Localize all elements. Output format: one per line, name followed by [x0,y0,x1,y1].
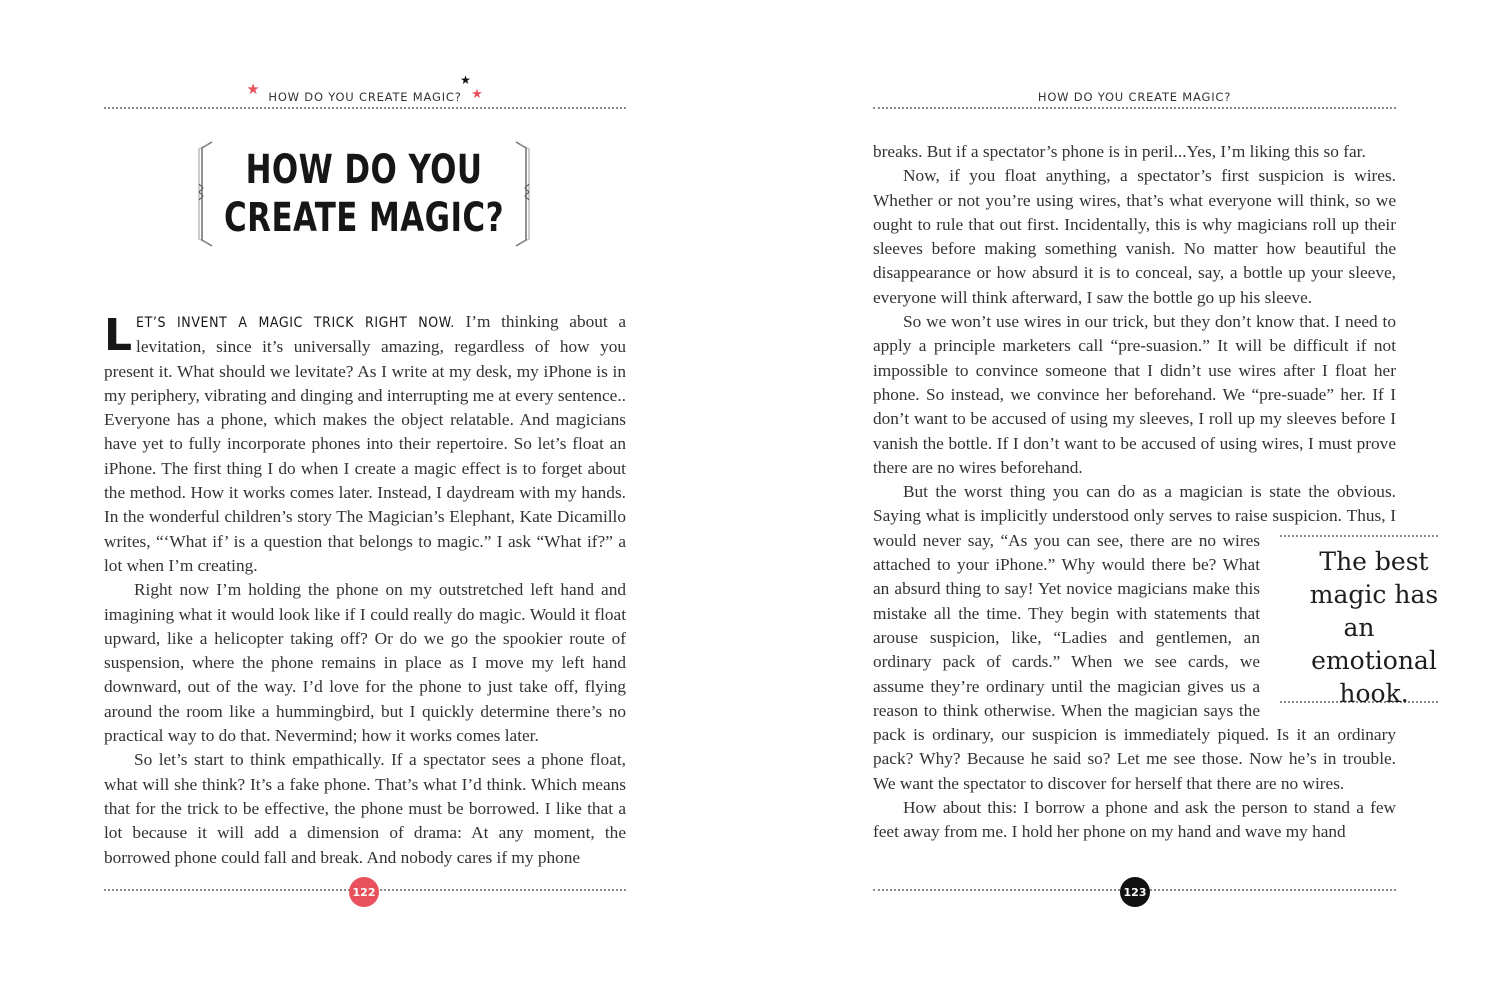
paragraph [873,480,1439,796]
paragraph: So let’s start to think empathically. If a spectator sees a phone float, what will she think? It’s a fake phone. That’s what I’d think. Which means that for the trick to be effective, the phone must be borrowed. I like that a lot because it will add a dimension of drama: At any moment, the borrowed phone could fall and break. And nobody cares if my phone [104,750,626,867]
running-head-text: HOW DO YOU CREATE MAGIC? [1037,90,1232,104]
pull-quote-line: emotional [1311,645,1437,675]
paragraph: breaks. But if a spectator’s phone is in peril...Yes, I’m liking this so far. [873,142,1366,161]
pull-quote [1280,535,1439,708]
left-page [104,0,626,1000]
right-bracket-ornament [512,140,532,248]
chapter-title-line: CREATE MAGIC? [224,195,504,241]
paragraph-text: Thus, I would never say, “As you can see, there are no wires attached to your iPhone.” Why would there be? What an absurd thing to say! Yet novice magicians make this mistake all the time. They begin with statements that arouse suspicion, like, “Ladies and gentlemen, an ordinary pack of cards.” When we see cards, we assume they’re ordinary until the magician gives us a reason to think otherwise. When the magician says the pack is ordinary, our suspicion is immediately piqued. Is it an ordinary pack? Why? Because he said so? Let me see those. Now he’s in trouble. We want the spectator to discover for herself that there are no wires. [873,506,1396,793]
left-body-text [104,310,626,870]
paragraph-text: I’m thinking about a levitation, since it’s universally amazing, regardless of how you present it. What should we levitate? As I write at my desk, my iPhone is in my periphery, vibrating and dinging and interrupting me at every sentence.. Everyone has a phone, which makes the object relatable. And magicians have yet to fully incorporate phones into their repertoire. So let’s float an iPhone. The first thing I do when I create a magic effect is to forget about the method. How it works comes later. Instead, I daydream with my hands. In the wonderful children’s story The Magician’s Elephant, Kate Dicamillo writes, “‘What if’ is a question that belongs to magic.” I ask “What if?” a lot when I’m creating. [104,312,627,575]
running-head [873,90,1396,104]
red-star-icon: ★ [471,87,484,102]
pull-quote-text [1276,545,1442,710]
paragraph: How about this: I borrow a phone and ask the person to stand a few feet away from me. I hold her phone on my hand and wave my hand [873,798,1396,842]
chapter-title [220,146,509,242]
chapter-title-frame [196,140,532,248]
paragraph [104,310,626,578]
chapter-title-line: HOW DO YOU [245,147,483,193]
red-star-icon: ★ [246,80,261,98]
paragraph: So we won’t use wires in our trick, but they don’t know that. I need to apply a principle marketers call “pre-suasion.” It will be difficult if not impossible to convince someone that I didn’t use wires after I float her phone. So instead, we convince her beforehand. We “pre-suade” her. If I don’t want to be accused of using my sleeves, I roll up my sleeves before I vanish the bottle. If I don’t want to be accused of using wires, I must prove there are no wires beforehand. [873,312,1396,477]
running-head [104,73,626,104]
lead-in: ET’S INVENT A MAGIC TRICK RIGHT NOW. [136,315,455,331]
paragraph: Now, if you float anything, a spectator’s first suspicion is wires. Whether or not you’re using wires, that’s what everyone will think, so we ought to rule that out first. Incidentally, this is why magicians roll up their sleeves before making something vanish. No matter how beautiful the disappearance or how absurd it is to conceal, say, a bottle up your sleeve, everyone will think afterward, I saw the bottle go up his sleeve. [873,166,1396,307]
page-number-badge: 122 [349,877,379,907]
top-rule [104,107,626,109]
right-body-text [873,140,1439,845]
black-star-icon: ★ [460,73,472,87]
running-head-text: HOW DO YOU CREATE MAGIC? [268,90,462,104]
drop-cap: L [104,310,133,361]
paragraph-text: But the worst thing you can do as a magician is state the obvious. Saying what is implicitly understood only serves to raise suspicion. [873,482,1396,526]
paragraph: Right now I’m holding the phone on my outstretched left hand and imagining what it would look like if I could really do magic. Would it float upward, like a helicopter taking off? Or do we go the spookier route of suspension, where the phone remains in place as I move my left hand downward, out of the way. I’d love for the phone to just take off, flying around the room like a hummingbird, but I quickly determine there’s no practical way to do that. Nevermind; how it works comes later. [104,580,626,746]
left-bracket-ornament [196,140,216,248]
top-rule [873,107,1396,109]
page-number-badge: 123 [1120,877,1150,907]
pull-quote-line: magic has an [1309,579,1439,642]
right-page [873,0,1439,1000]
pull-quote-line: The best [1319,546,1429,576]
pull-quote-line: hook. [1339,678,1409,708]
